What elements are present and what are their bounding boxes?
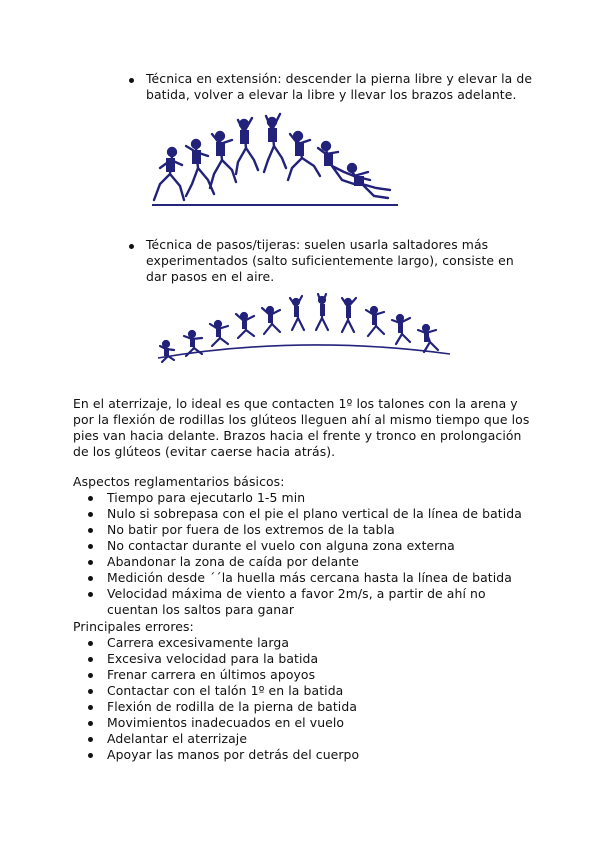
technique-extension-text: Técnica en extensión: descender la pierna libre y elevar la de batida, volver a elevar la libre y llevar los brazos adelante.	[146, 71, 533, 102]
errors-list	[73, 635, 533, 763]
rules-heading: Aspectos reglamentarios básicos:	[73, 474, 285, 489]
technique-scissors-text: Técnica de pasos/tijeras: suelen usarla saltadores más experimentados (salto suficientemente largo), consiste en dar pasos en el aire.	[146, 237, 514, 284]
rule-item: Tiempo para ejecutarlo 1-5 min	[73, 490, 533, 506]
error-item: Apoyar las manos por detrás del cuerpo	[73, 747, 533, 763]
rule-item: Nulo si sobrepasa con el pie el plano vertical de la línea de batida	[73, 506, 533, 522]
error-item: Excesiva velocidad para la batida	[73, 651, 533, 667]
rule-item: No contactar durante el vuelo con alguna zona externa	[73, 538, 533, 554]
error-item: Flexión de rodilla de la pierna de batida	[73, 699, 533, 715]
landing-paragraph: En el aterrizaje, lo ideal es que contacten 1º los talones con la arena y por la flexión de rodillas los glúteos lleguen ahí al mismo tiempo que los pies van hacia delante. Brazos hacia el frente y tronco en prolongación de los glúteos (evitar caerse hacia atrás).	[73, 396, 530, 459]
extension-jump-sequence-illustration	[148, 110, 406, 212]
bullet-technique-scissors	[129, 244, 134, 249]
error-item: Contactar con el talón 1º en la batida	[73, 683, 533, 699]
rules-list	[73, 490, 533, 618]
error-item: Carrera excesivamente larga	[73, 635, 533, 651]
error-item: Frenar carrera en últimos apoyos	[73, 667, 533, 683]
rule-item: Abandonar la zona de caída por delante	[73, 554, 533, 570]
error-item: Adelantar el aterrizaje	[73, 731, 533, 747]
error-item: Movimientos inadecuados en el vuelo	[73, 715, 533, 731]
rule-item: No batir por fuera de los extremos de la tabla	[73, 522, 533, 538]
bullet-technique-extension	[129, 78, 134, 83]
errors-heading: Principales errores:	[73, 619, 194, 634]
rule-item: Velocidad máxima de viento a favor 2m/s, a partir de ahí no cuentan los saltos para ganar	[73, 586, 533, 618]
rule-item: Medición desde ´´la huella más cercana hasta la línea de batida	[73, 570, 533, 586]
scissors-jump-sequence-illustration	[152, 288, 457, 368]
